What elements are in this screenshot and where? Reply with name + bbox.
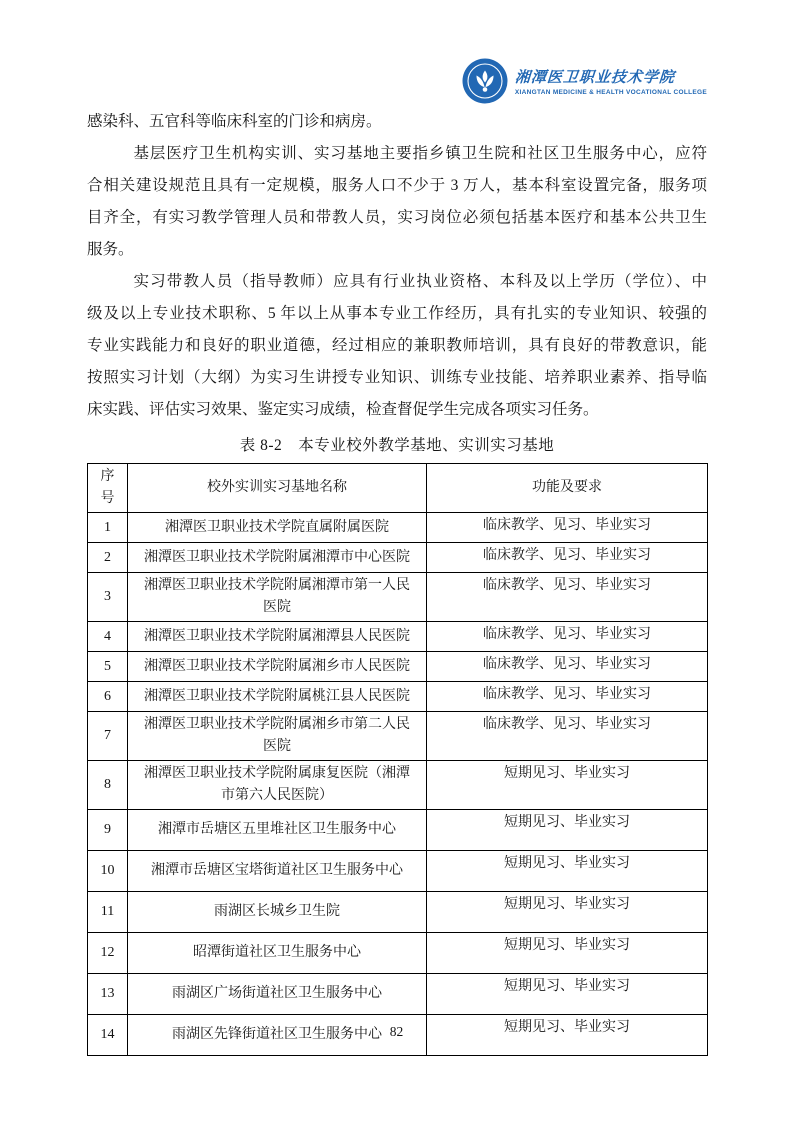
row-number-cell: 9 <box>88 810 128 851</box>
table-row <box>88 761 708 810</box>
paragraph-1-line-1: 感染科、五官科等临床科室的门诊和病房。 <box>87 113 382 130</box>
college-name-zh: 湘潭医卫职业技术学院 <box>514 70 676 86</box>
base-name-cell: 雨湖区先锋街道社区卫生服务中心 <box>128 1015 427 1056</box>
row-number-cell: 11 <box>88 892 128 933</box>
function-cell: 临床教学、见习、毕业实习 <box>427 712 708 761</box>
table-header-row <box>88 464 708 513</box>
base-name-cell: 湘潭医卫职业技术学院附属湘潭市中心医院 <box>128 543 427 573</box>
paragraph-2-line-4: 服务。 <box>87 241 134 258</box>
paragraph-3-line-4: 按照实习计划（大纲）为实习生讲授专业知识、训练专业技能、培养职业素养、指导临 <box>87 369 707 386</box>
table-row <box>88 543 708 573</box>
college-logo-text <box>515 66 707 96</box>
base-name-cell: 湘潭市岳塘区宝塔街道社区卫生服务中心 <box>128 851 427 892</box>
base-name-cell: 湘潭市岳塘区五里堆社区卫生服务中心 <box>128 810 427 851</box>
base-name-cell: 湘潭医卫职业技术学院附属湘潭县人民医院 <box>128 622 427 652</box>
function-cell: 短期见习、毕业实习 <box>427 851 708 892</box>
row-number-cell: 4 <box>88 622 128 652</box>
paragraph-2-line-1: 基层医疗卫生机构实训、实习基地主要指乡镇卫生院和社区卫生服务中心，应符 <box>133 145 707 162</box>
base-name-cell: 湘潭医卫职业技术学院附属康复医院（湘潭市第六人民医院） <box>128 761 427 810</box>
header-base-name: 校外实训实习基地名称 <box>128 464 427 513</box>
function-cell: 临床教学、见习、毕业实习 <box>427 573 708 622</box>
function-cell: 短期见习、毕业实习 <box>427 974 708 1015</box>
header-no: 序号 <box>88 464 128 513</box>
table-row <box>88 513 708 543</box>
paragraph-3-line-1: 实习带教人员（指导教师）应具有行业执业资格、本科及以上学历（学位）、中 <box>133 273 707 290</box>
table-row <box>88 933 708 974</box>
table-row <box>88 892 708 933</box>
table-row <box>88 652 708 682</box>
table-row <box>88 712 708 761</box>
row-number-cell: 14 <box>88 1015 128 1056</box>
table-row <box>88 974 708 1015</box>
row-number-cell: 7 <box>88 712 128 761</box>
table-row <box>88 682 708 712</box>
function-cell: 短期见习、毕业实习 <box>427 1015 708 1056</box>
function-cell: 临床教学、见习、毕业实习 <box>427 622 708 652</box>
header-function: 功能及要求 <box>427 464 708 513</box>
function-cell: 临床教学、见习、毕业实习 <box>427 513 708 543</box>
base-name-cell: 雨湖区广场街道社区卫生服务中心 <box>128 974 427 1015</box>
table-row <box>88 851 708 892</box>
function-cell: 临床教学、见习、毕业实习 <box>427 652 708 682</box>
table-row <box>88 622 708 652</box>
row-number-cell: 8 <box>88 761 128 810</box>
function-cell: 短期见习、毕业实习 <box>427 892 708 933</box>
base-name-cell: 湘潭医卫职业技术学院附属湘乡市人民医院 <box>128 652 427 682</box>
base-name-cell: 湘潭医卫职业技术学院附属湘乡市第二人民医院 <box>128 712 427 761</box>
training-bases-table <box>87 463 708 1056</box>
function-cell: 短期见习、毕业实习 <box>427 810 708 851</box>
paragraph-2-line-2: 合相关建设规范且具有一定规模，服务人口不少于 3 万人，基本科室设置完备，服务项 <box>87 177 707 194</box>
paragraph-3-line-3: 专业实践能力和良好的职业道德，经过相应的兼职教师培训，具有良好的带教意识，能 <box>87 337 707 354</box>
base-name-cell: 湘潭医卫职业技术学院直属附属医院 <box>128 513 427 543</box>
paragraph-2-line-3: 目齐全，有实习教学管理人员和带教人员，实习岗位必须包括基本医疗和基本公共卫生 <box>87 209 707 226</box>
college-name-en: XIANGTAN MEDICINE & HEALTH VOCATIONAL COLLEGE <box>514 89 707 96</box>
row-number-cell: 5 <box>88 652 128 682</box>
base-name-cell: 昭潭街道社区卫生服务中心 <box>128 933 427 974</box>
row-number-cell: 3 <box>88 573 128 622</box>
row-number-cell: 1 <box>88 513 128 543</box>
page-number: 82 <box>389 1024 404 1039</box>
table-row <box>88 573 708 622</box>
function-cell: 短期见习、毕业实习 <box>427 933 708 974</box>
row-number-cell: 10 <box>88 851 128 892</box>
table-row <box>88 810 708 851</box>
function-cell: 临床教学、见习、毕业实习 <box>427 682 708 712</box>
function-cell: 短期见习、毕业实习 <box>427 761 708 810</box>
row-number-cell: 13 <box>88 974 128 1015</box>
function-cell: 临床教学、见习、毕业实习 <box>427 543 708 573</box>
row-number-cell: 12 <box>88 933 128 974</box>
base-name-cell: 雨湖区长城乡卫生院 <box>128 892 427 933</box>
body-paragraphs <box>87 106 707 426</box>
document-content <box>87 106 707 1056</box>
college-emblem-icon <box>462 58 508 104</box>
college-logo <box>462 58 707 104</box>
paragraph-3-line-2: 级及以上专业技术职称、5 年以上从事本专业工作经历，具有扎实的专业知识、较强的 <box>87 305 707 322</box>
row-number-cell: 6 <box>88 682 128 712</box>
table-title: 表 8-2 本专业校外教学基地、实训实习基地 <box>239 437 555 454</box>
base-name-cell: 湘潭医卫职业技术学院附属湘潭市第一人民医院 <box>128 573 427 622</box>
row-number-cell: 2 <box>88 543 128 573</box>
paragraph-3-line-5: 床实践、评估实习效果、鉴定实习成绩，检查督促学生完成各项实习任务。 <box>87 401 599 418</box>
base-name-cell: 湘潭医卫职业技术学院附属桃江县人民医院 <box>128 682 427 712</box>
